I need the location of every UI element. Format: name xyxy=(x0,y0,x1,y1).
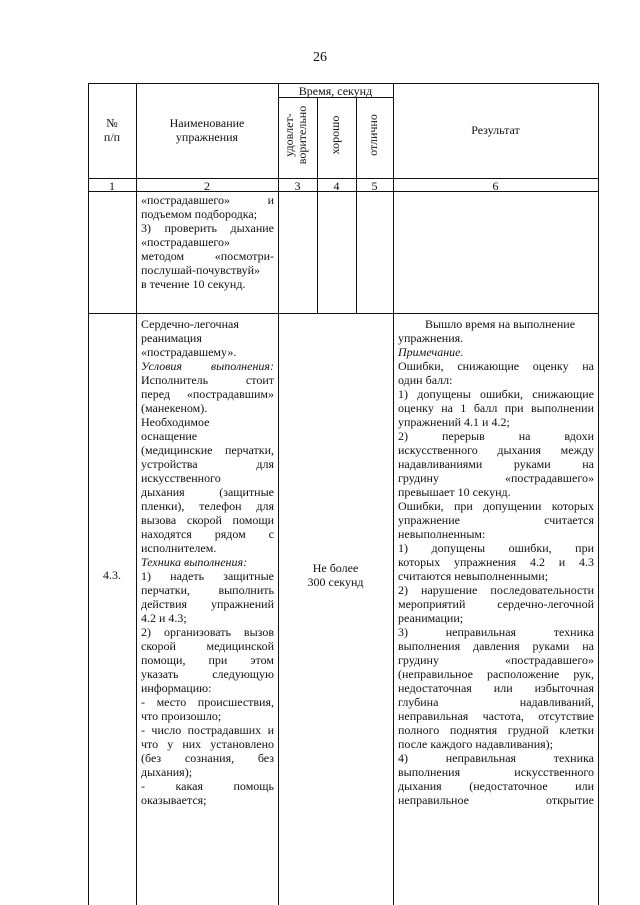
header-time-good: хорошо xyxy=(328,115,342,155)
header-time-excellent: отлично xyxy=(366,114,380,156)
header-name: Наименование упражнения xyxy=(169,116,245,144)
exercise-table xyxy=(88,83,599,905)
col-number-4: 4 xyxy=(333,179,340,193)
header-time-satisfactory: удовлет- ворительно xyxy=(282,105,309,165)
col-number-5: 5 xyxy=(371,179,378,193)
header-time-group: Время, секунд xyxy=(298,84,373,98)
page-number: 26 xyxy=(313,50,327,65)
row-continuation-name: «пострадавшего» и подъемом подбородка; 3) проверить дыхание «пострадавшего» методом «посмотри- послушай-почувствуй» в течение 10 секунд. xyxy=(141,193,274,291)
row-43-time: Не более 300 секунд xyxy=(307,561,364,589)
col-number-2: 2 xyxy=(204,179,210,193)
row-43-number: 4.3. xyxy=(103,568,121,582)
row-43-name: Сердечно-легочная реанимация «пострадавшему». Условия выполнения: Исполнитель стоит перед «пострадавшим» (манекеном). Необходимое оснащение (медицинские перчатки, устройства для искусственного дыхания (защитные пленки), телефон для вызова скорой помощи находятся рядом с исполнителем. Техника выполнения: 1) надеть защитные перчатки, выполнить действия упражнений 4.2 и 4.3; 2) организовать вызов скорой медицинской помощи, при этом указать следующую информацию: - место происшествия, что произошло; - число пострадавших и что у них установлено (без сознания, без дыхания); - какая помощь оказывается; xyxy=(141,317,274,807)
col-number-6: 6 xyxy=(492,179,499,193)
header-result: Результат xyxy=(471,123,520,137)
col-number-1: 1 xyxy=(109,179,115,193)
header-number: № п/п xyxy=(103,116,121,144)
row-43-result: Вышло время на выполнение упражнения. Примечание. Ошибки, снижающие оценку на один балл: 1) допущены ошибки, снижающие оценку на 1 балл при выполнении упражнений 4.1 и 4.2; 2) перерыв на вдохи искусственного дыхания между надавливаниями руками на грудину «пострадавшего» превышает 10 секунд. Ошибки, при допущении которых упражнение считается невыполненным: 1) допущены ошибки, при которых упражнения 4.2 и 4.3 считаются невыполненными; 2) нарушение последовательности мероприятий сердечно-легочной реанимации; 3) неправильная техника выполнения давления руками на грудину «пострадавшего» (неправильное расположение рук, недостаточная или избыточная глубина надавливаний, неправильная частота, отсутствие полного поднятия грудной клетки после каждого надавливания); 4) неправильная техника выполнения искусственного дыхания (недостаточное или неправильное открытие xyxy=(398,317,594,807)
col-number-3: 3 xyxy=(294,179,301,193)
